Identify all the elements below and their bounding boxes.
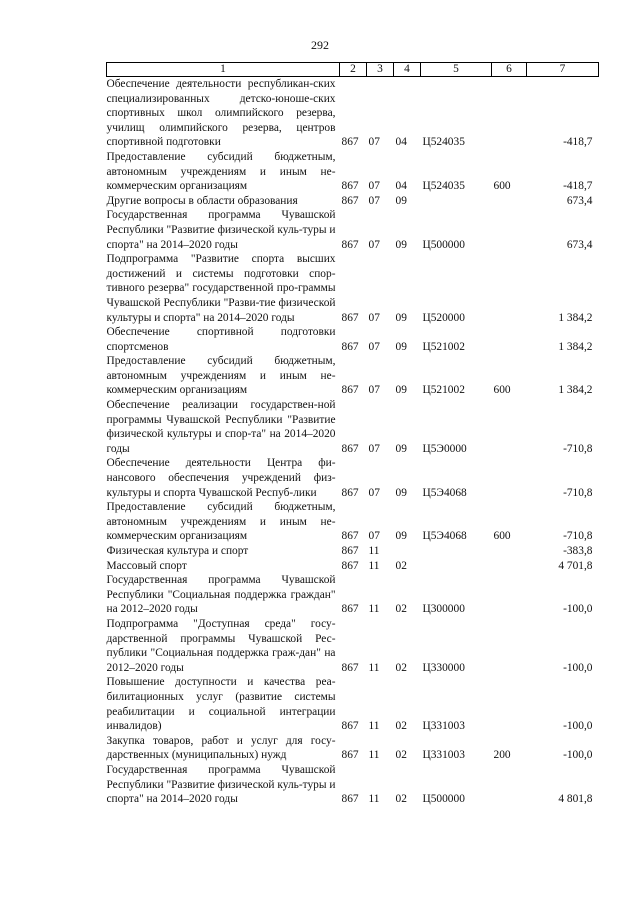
row-vr-code	[492, 617, 527, 675]
budget-table	[106, 62, 599, 807]
row-vr-code	[492, 544, 527, 559]
row-gr-code: 867	[341, 194, 359, 207]
row-csr-code: Ц500000	[422, 238, 465, 251]
row-sum: 673,4	[566, 194, 593, 207]
row-rz-code: 07	[368, 311, 380, 324]
row-sum: -100,0	[563, 603, 593, 616]
row-csr-code: Ц521002	[422, 384, 465, 397]
row-csr-code	[421, 559, 492, 574]
row-rz-code: 07	[368, 340, 380, 353]
row-name: Другие вопросы в области образования	[106, 194, 298, 207]
row-gr-code: 867	[341, 603, 359, 616]
row-gr-code: 867	[341, 749, 359, 762]
row-pr-code: 02	[395, 603, 407, 616]
row-sum: 1 384,2	[558, 340, 593, 353]
row-gr-code: 867	[341, 545, 359, 557]
row-name: Обеспечение деятельности Центра фи-нансового обеспечения учреждений физ-культуры и спорта Чувашской Респуб-лики	[106, 457, 336, 499]
row-gr-code: 867	[341, 136, 359, 149]
row-gr-code: 867	[341, 311, 359, 324]
row-vr-code	[492, 194, 527, 209]
row-gr-code: 867	[341, 530, 359, 543]
row-pr-code: 09	[395, 486, 407, 499]
row-pr-code: 02	[395, 559, 407, 572]
table-row	[107, 734, 599, 763]
row-sum: -100,0	[563, 661, 593, 674]
header-col-5: 5	[421, 63, 492, 77]
row-rz-code: 07	[368, 180, 380, 193]
row-vr-code	[492, 252, 527, 325]
row-pr-code: 09	[395, 442, 407, 455]
table-row	[107, 354, 599, 398]
row-pr-code: 04	[395, 180, 407, 193]
row-sum: 1 384,2	[558, 311, 593, 324]
row-vr-code	[492, 763, 527, 807]
row-name: Государственная программа Чувашской Республики "Развитие физической куль-туры и спорта" на 2014–2020 годы	[106, 763, 336, 806]
row-name: Обеспечение спортивной подготовки спортсменов	[106, 326, 336, 353]
row-vr-code	[492, 456, 527, 500]
row-pr-code: 09	[395, 384, 407, 397]
header-col-6: 6	[492, 63, 527, 77]
row-rz-code: 07	[368, 384, 380, 397]
row-csr-code: Ц500000	[422, 793, 465, 806]
row-rz-code: 07	[368, 136, 380, 149]
row-rz-code: 11	[368, 603, 380, 616]
row-sum: -710,8	[563, 530, 593, 543]
row-sum: -710,8	[563, 442, 593, 455]
row-sum: -100,0	[563, 749, 593, 762]
table-row	[107, 617, 599, 675]
row-sum: -100,0	[563, 720, 593, 733]
table-row	[107, 150, 599, 194]
row-name: Подпрограмма "Доступная среда" госу-дарственной программы Чувашской Рес-публики "Социальная поддержка граж-дан" на 2012–2020 годы	[106, 617, 336, 674]
row-rz-code: 07	[368, 194, 380, 207]
row-csr-code: Ц331003	[422, 720, 465, 733]
row-gr-code: 867	[341, 559, 359, 572]
table-row	[107, 252, 599, 325]
table-row	[107, 194, 599, 209]
row-vr-code	[492, 325, 527, 354]
row-vr-code	[492, 573, 527, 617]
row-pr-code: 02	[395, 720, 407, 733]
row-csr-code: Ц521002	[422, 340, 465, 353]
row-rz-code: 07	[368, 238, 380, 251]
row-pr-code: 09	[395, 238, 407, 251]
row-csr-code: Ц524035	[422, 136, 465, 149]
row-rz-code: 11	[368, 661, 380, 674]
table-row	[107, 77, 599, 150]
row-sum: 4 801,8	[558, 793, 593, 806]
table-row	[107, 325, 599, 354]
row-pr-code: 09	[395, 340, 407, 353]
table-body	[107, 77, 599, 807]
header-col-7: 7	[527, 63, 599, 77]
row-name: Предоставление субсидий бюджетным, автономным учреждениям и иным не-коммерческим организациям	[106, 150, 336, 193]
row-name: Подпрограмма "Развитие спорта высших достижений и системы подготовки спор-тивного резерва" государственной про-граммы Чувашской Республики "Разви-тие физической культуры и спорта" на 2014–2020 годы	[106, 253, 336, 324]
row-vr-code: 600	[493, 530, 511, 543]
row-rz-code: 11	[368, 559, 380, 572]
header-col-1: 1	[107, 63, 340, 77]
row-sum: 4 701,8	[558, 559, 593, 572]
row-csr-code	[421, 194, 492, 209]
row-rz-code: 07	[368, 486, 380, 499]
row-sum: -710,8	[563, 486, 593, 499]
row-csr-code: Ц524035	[422, 180, 465, 193]
row-gr-code: 867	[341, 661, 359, 674]
row-name: Государственная программа Чувашской Республики "Социальная поддержка граждан" на 2012–2020 годы	[106, 574, 336, 616]
row-name: Государственная программа Чувашской Республики "Развитие физической куль-туры и спорта" на 2014–2020 годы	[106, 209, 336, 251]
row-vr-code	[492, 208, 527, 252]
row-gr-code: 867	[341, 180, 359, 193]
row-csr-code: Ц5Э0000	[422, 442, 467, 455]
row-csr-code: Ц5Э4068	[422, 486, 467, 499]
row-csr-code	[421, 544, 492, 559]
row-sum: 1 384,2	[558, 384, 593, 397]
row-gr-code: 867	[341, 486, 359, 499]
row-vr-code: 600	[493, 180, 511, 193]
row-vr-code	[492, 77, 527, 150]
table-row	[107, 573, 599, 617]
row-vr-code: 600	[493, 384, 511, 397]
row-csr-code: Ц300000	[422, 603, 465, 616]
row-csr-code: Ц5Э4068	[422, 530, 467, 543]
row-sum: -418,7	[563, 136, 593, 149]
row-vr-code	[492, 398, 527, 456]
table-row	[107, 456, 599, 500]
header-col-3: 3	[367, 63, 394, 77]
row-pr-code: 02	[395, 793, 407, 806]
header-col-2: 2	[340, 63, 367, 77]
row-name: Обеспечение реализации государствен-ной программы Чувашской Республики "Развитие физической культуры и спор-та" на 2014–2020 годы	[106, 399, 336, 455]
row-name: Повышение доступности и качества реа-билитационных услуг (развитие системы реабилитации и социальной интеграции инвалидов)	[106, 676, 336, 733]
row-rz-code: 11	[368, 720, 380, 733]
row-name: Массовый спорт	[106, 559, 187, 572]
table-row	[107, 675, 599, 733]
row-csr-code: Ц520000	[422, 311, 465, 324]
row-csr-code: Ц331003	[422, 749, 465, 762]
table-row	[107, 398, 599, 456]
row-vr-code	[492, 559, 527, 574]
row-sum: -418,7	[563, 180, 593, 193]
header-col-4: 4	[394, 63, 421, 77]
table-row	[107, 559, 599, 574]
row-pr-code: 02	[395, 661, 407, 674]
row-rz-code: 07	[368, 442, 380, 455]
row-sum: 673,4	[566, 238, 593, 251]
row-gr-code: 867	[341, 238, 359, 251]
row-name: Предоставление субсидий бюджетным, автономным учреждениям и иным не-коммерческим организациям	[106, 501, 336, 543]
row-vr-code: 200	[493, 749, 511, 762]
row-gr-code: 867	[341, 793, 359, 806]
table-header-row	[107, 63, 599, 77]
row-gr-code: 867	[341, 384, 359, 397]
row-rz-code: 11	[368, 749, 380, 762]
row-gr-code: 867	[341, 442, 359, 455]
row-name: Физическая культура и спорт	[106, 545, 249, 557]
row-rz-code: 11	[368, 545, 380, 557]
row-csr-code: Ц330000	[422, 661, 465, 674]
row-rz-code: 07	[368, 530, 380, 543]
table-row	[107, 208, 599, 252]
row-rz-code: 11	[368, 793, 380, 806]
row-vr-code	[492, 675, 527, 733]
page-number: 292	[311, 38, 329, 52]
row-pr-code: 09	[395, 311, 407, 324]
row-pr-code: 09	[395, 530, 407, 543]
row-pr-code: 02	[395, 749, 407, 762]
row-pr-code	[394, 544, 421, 559]
table-row	[107, 763, 599, 807]
table-row	[107, 544, 599, 559]
row-name: Предоставление субсидий бюджетным, автономным учреждениям и иным не-коммерческим организациям	[106, 355, 336, 397]
row-pr-code: 04	[395, 136, 407, 149]
row-gr-code: 867	[341, 340, 359, 353]
row-sum: -383,8	[563, 545, 593, 557]
row-gr-code: 867	[341, 720, 359, 733]
row-name: Закупка товаров, работ и услуг для госу-дарственных (муниципальных) нужд	[106, 734, 336, 762]
row-name: Обеспечение деятельности республикан-ских специализированных детско-юноше-ских спортивных школ олимпийского резерва, училищ олимпийского резерва, центров спортивной подготовки	[106, 78, 336, 149]
row-pr-code: 09	[395, 194, 407, 207]
table-row	[107, 500, 599, 544]
